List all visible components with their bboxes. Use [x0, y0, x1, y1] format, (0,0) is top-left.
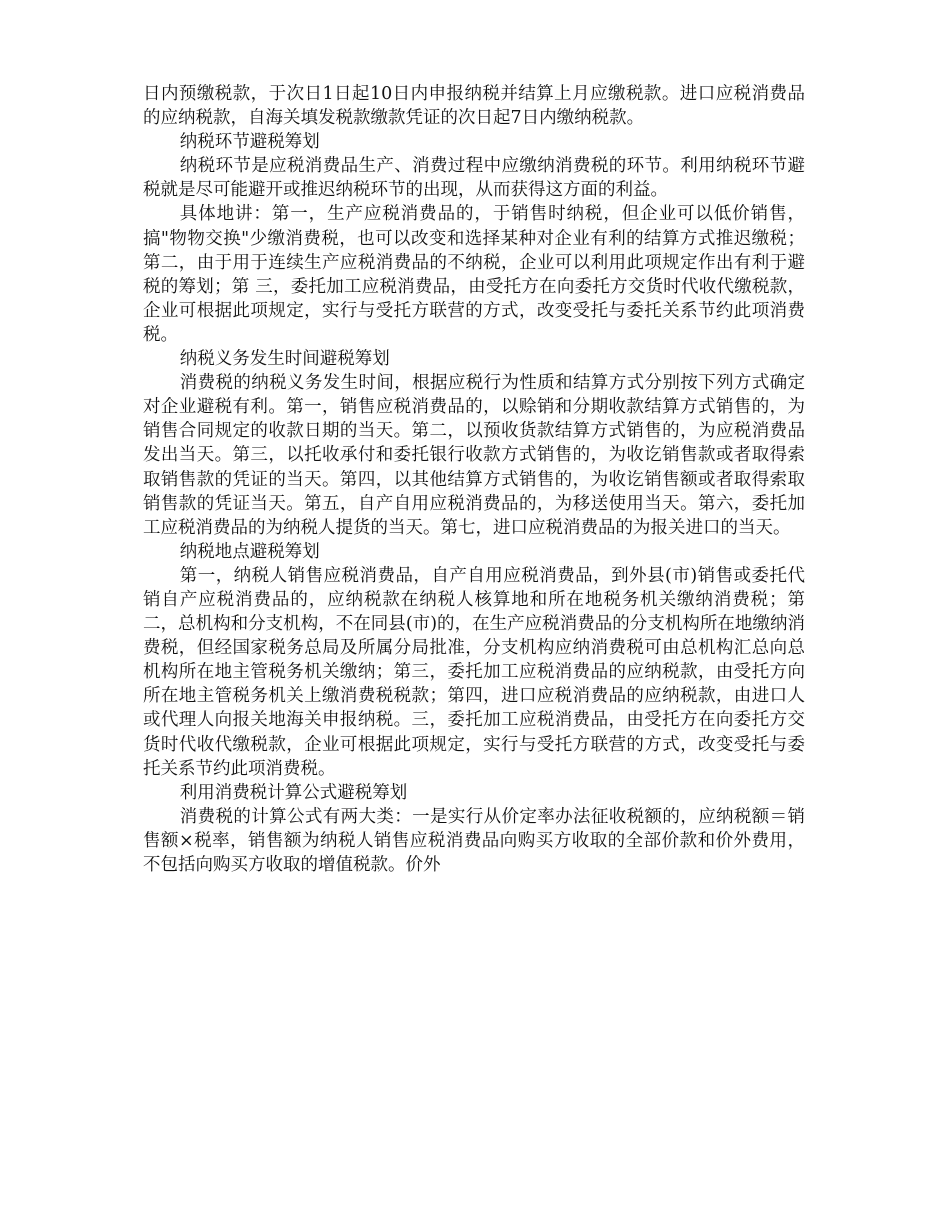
document-body [143, 82, 805, 877]
paragraph-tax-stage-details: 具体地讲：第一，生产应税消费品的，于销售时纳税，但企业可以低价销售，搞"物物交换"少缴消费税，也可以改变和选择某种对企业有利的结算方式推迟缴税；第二，由于用于连续生产应税消费品的不纳税，企业可以利用此项规定作出有利于避税的筹划；第 三，委托加工应税消费品，由受托方在向委托方交货时代收代缴税款，企业可根据此项规定，实行与受托方联营的方式，改变受托与委托关系节约此项消费税。 [143, 204, 805, 345]
heading-obligation-time: 纳税义务发生时间避税筹划 [179, 349, 390, 370]
heading-formula: 利用消费税计算公式避税筹划 [179, 782, 408, 803]
paragraph-prepayment: 日内预缴税款，于次日1日起10日内申报纳税并结算上月应缴税款。进口应税消费品的应纳税款，自海关填发税款缴款凭证的次日起7日内缴纳税款。 [143, 84, 805, 129]
paragraph-formula: 消费税的计算公式有两大类：一是实行从价定率办法征收税额的，应纳税额＝销售额×税率，销售额为纳税人销售应税消费品向购买方收取的全部价款和价外费用，不包括向购买方收取的增值税款。价外 [143, 806, 805, 875]
heading-tax-stage: 纳税环节避税筹划 [179, 132, 320, 153]
heading-tax-location: 纳税地点避税筹划 [179, 541, 320, 562]
paragraph-tax-stage-intro: 纳税环节是应税消费品生产、消费过程中应缴纳消费税的环节。利用纳税环节避税就是尽可能避开或推迟纳税环节的出现，从而获得这方面的利益。 [143, 156, 805, 201]
paragraph-tax-location: 第一，纳税人销售应税消费品，自产自用应税消费品，到外县(市)销售或委托代销自产应税消费品的，应纳税款在纳税人核算地和所在地税务机关缴纳消费税；第二，总机构和分支机构，不在同县(市)的，在生产应税消费品的分支机构所在地缴纳消费税，但经国家税务总局及所属分局批准，分支机构应纳消费税可由总机构汇总向总机构所在地主管税务机关缴纳；第三，委托加工应税消费品的应纳税款，由受托方向所在地主管税务机关上缴消费税税款；第四，进口应税消费品的应纳税款，由进口人或代理人向报关地海关申报纳税。三，委托加工应税消费品，由受托方在向委托方交货时代收代缴税款，企业可根据此项规定，实行与受托方联营的方式，改变受托与委托关系节约此项消费税。 [143, 565, 805, 779]
paragraph-obligation-time: 消费税的纳税义务发生时间，根据应税行为性质和结算方式分别按下列方式确定对企业避税有利。第一，销售应税消费品的，以赊销和分期收款结算方式销售的，为销售合同规定的收款日期的当天。第二，以预收货款结算方式销售的，为应税消费品发出当天。第三，以托收承付和委托银行收款方式销售的，为收讫销售款或者取得索取销售款的凭证的当天。第四，以其他结算方式销售的，为收讫销售额或者取得索取销售款的凭证当天。第五，自产自用应税消费品的，为移送使用当天。第六，委托加工应税消费品的为纳税人提货的当天。第七，进口应税消费品的为报关进口的当天。 [143, 373, 805, 538]
